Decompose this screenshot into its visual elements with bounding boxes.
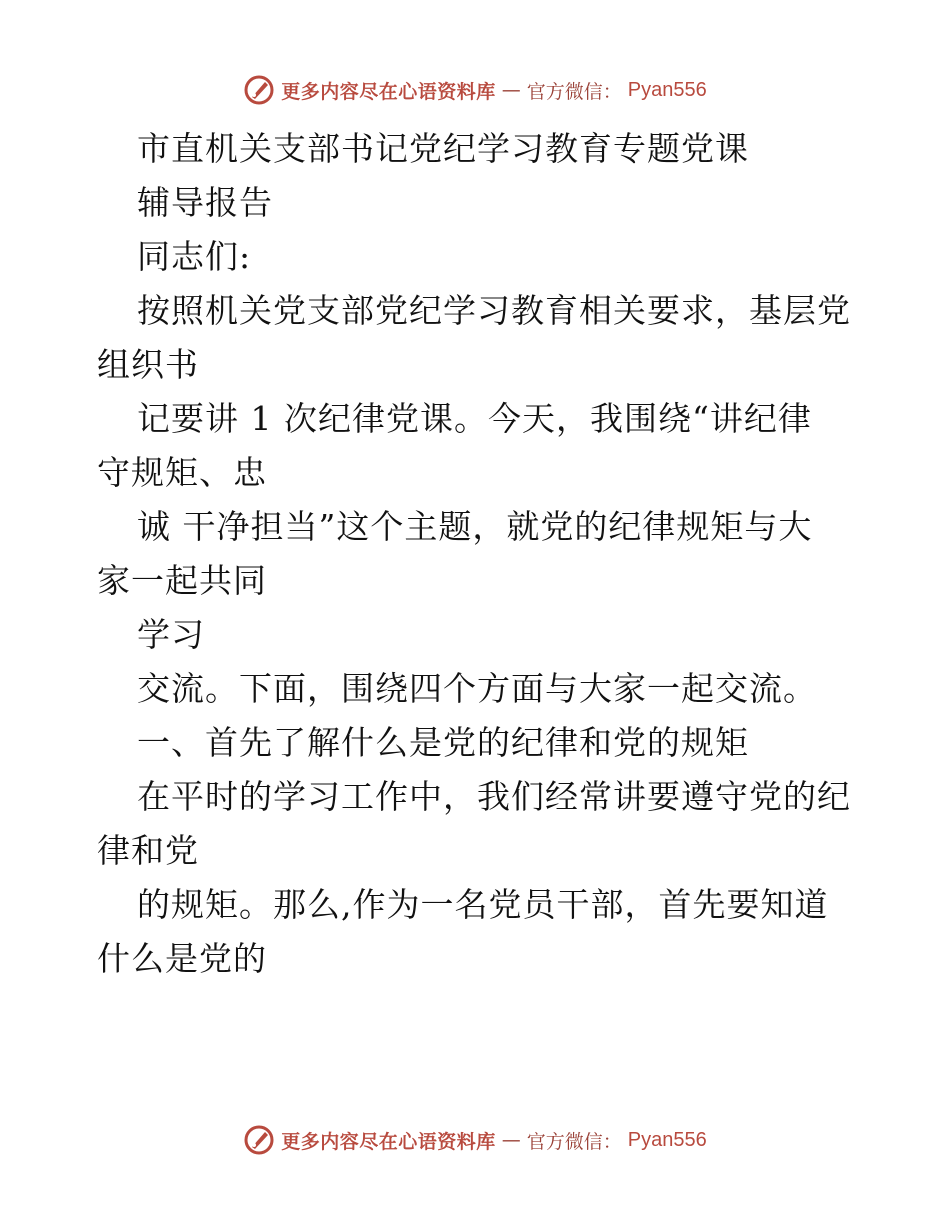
watermark-wechat-id: Pyan556: [627, 78, 707, 101]
text-line: 诚 干净担当”这个主题，就党的纪律规矩与大: [137, 507, 813, 546]
watermark-dash: —: [501, 1129, 521, 1151]
watermark-main-text: 更多内容尽在心语资料库: [281, 1130, 496, 1153]
watermark-wechat-id: Pyan556: [627, 1128, 707, 1151]
header-watermark: [0, 70, 950, 110]
watermark-side-text: 官方微信：: [526, 1130, 622, 1153]
quill-logo-icon: [243, 1124, 275, 1156]
text-line: 市直机关支部书记党纪学习教育专题党课: [137, 129, 749, 168]
quill-logo-icon: [243, 74, 275, 106]
text-line: 组织书: [97, 345, 199, 384]
footer-watermark: [0, 1120, 950, 1160]
text-line: 的规矩。那么,作为一名党员干部，首先要知道: [137, 885, 829, 924]
text-line: 律和党: [97, 831, 199, 870]
text-line: 交流。下面，围绕四个方面与大家一起交流。: [137, 669, 817, 708]
watermark-main-text: 更多内容尽在心语资料库: [281, 80, 496, 103]
text-line: 守规矩、忠: [97, 453, 267, 492]
text-line: 按照机关党支部党纪学习教育相关要求，基层党: [137, 291, 851, 330]
text-line: 记要讲 1 次纪律党课。今天，我围绕“讲纪律: [137, 399, 812, 438]
watermark-side-text: 官方微信：: [526, 80, 622, 103]
text-line: 辅导报告: [137, 183, 273, 222]
text-line: 学习: [137, 615, 205, 654]
text-line: 同志们:: [137, 237, 252, 276]
text-line: 什么是党的: [97, 939, 267, 978]
watermark-dash: —: [501, 79, 521, 101]
text-line: 一、首先了解什么是党的纪律和党的规矩: [137, 723, 749, 762]
text-line: 家一起共同: [97, 561, 267, 600]
text-line: 在平时的学习工作中，我们经常讲要遵守党的纪: [137, 777, 851, 816]
document-body: [97, 122, 897, 986]
